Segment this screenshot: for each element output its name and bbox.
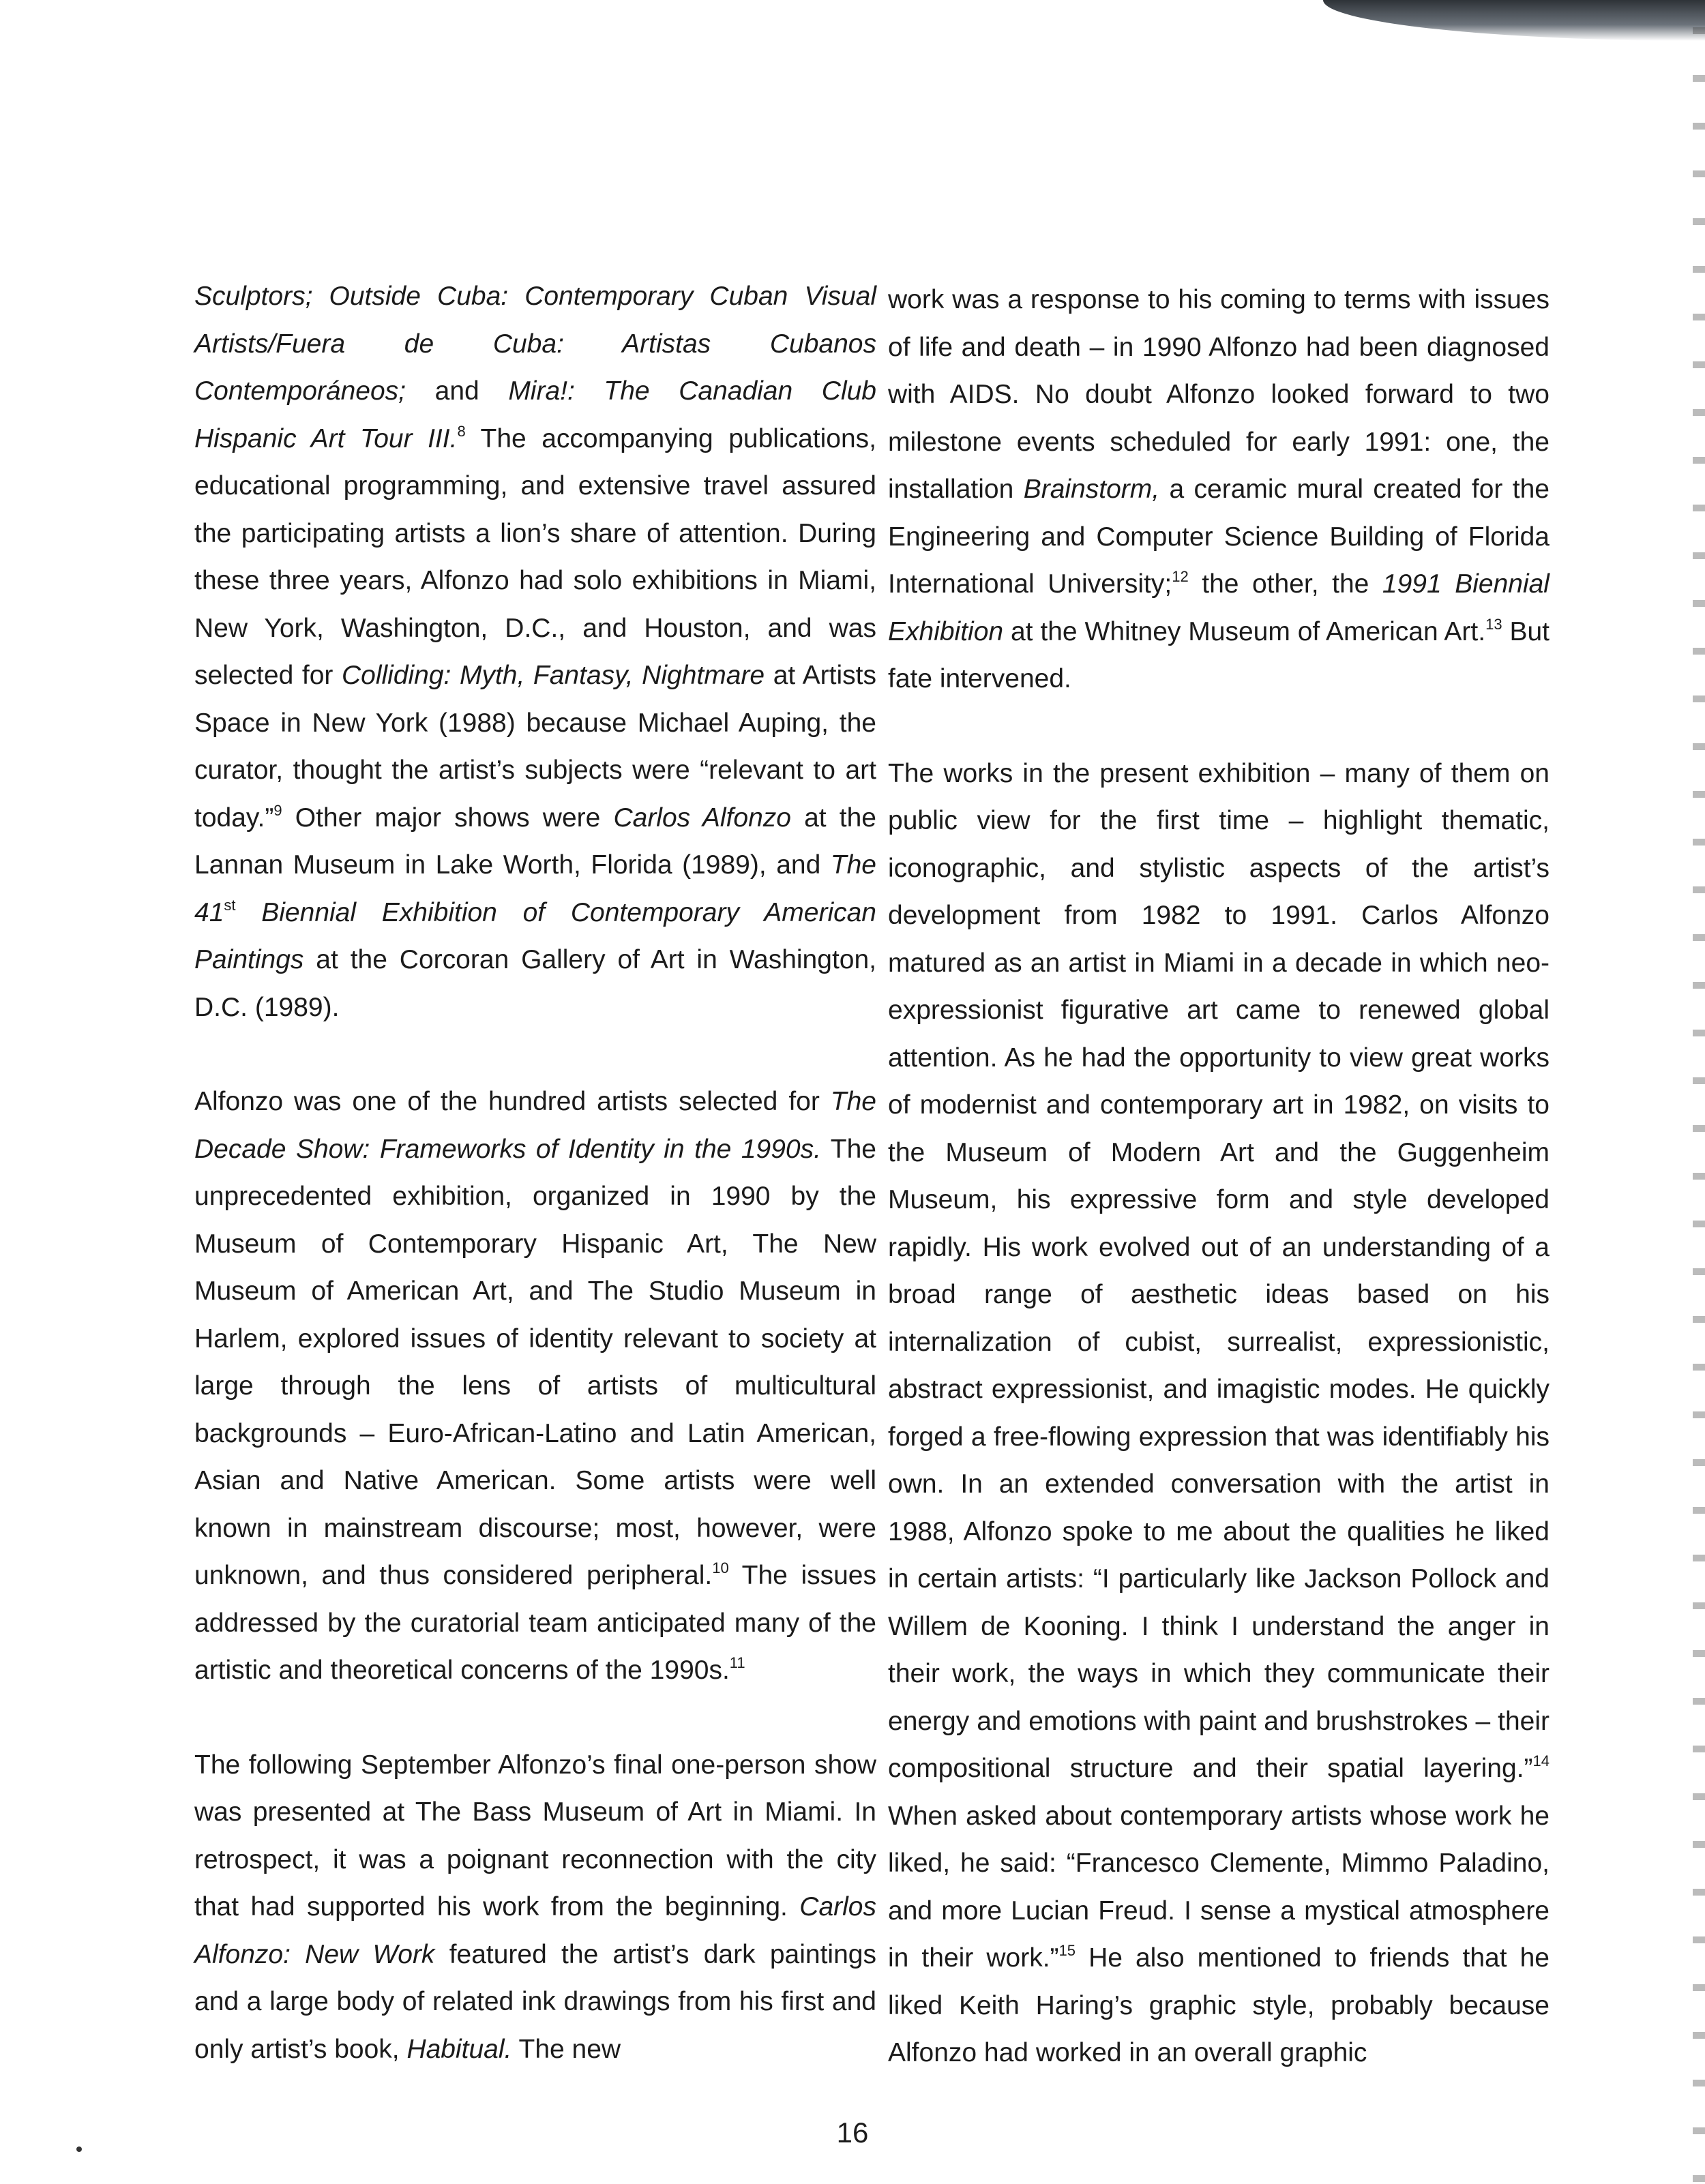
- italic-text: Sculptors; Outside Cuba: Contemporary Cuban Visual Artists/Fuera de Cuba: Artistas Cubanos Contemporáneos;: [194, 282, 876, 406]
- left-column: [194, 273, 876, 2073]
- italic-text: Colliding: Myth, Fantasy, Nightmare: [341, 661, 765, 690]
- body-text: at Artists Space in New York (1988) because Michael Auping, the curator, thought the artist’s subjects were “relevant to art today.”: [194, 661, 876, 833]
- page-number: 16: [836, 2116, 869, 2149]
- italic-text: Habitual.: [406, 2034, 512, 2064]
- left-paragraph-1: [194, 273, 876, 1031]
- italic-text: The 41: [194, 850, 876, 927]
- italic-text: Carlos Alfonzo: New Work: [194, 1892, 876, 1969]
- body-text: at the Lannan Museum in Lake Worth, Florida (1989), and: [194, 803, 876, 880]
- italic-text: Biennial Exhibition of Contemporary American Paintings: [194, 897, 876, 974]
- scan-edge-marks: [1693, 27, 1705, 2182]
- body-text: When asked about contemporary artists whose work he liked, he said: “Francesco Clemente, Mimmo Paladino, and more Lucian Freud. I sense a mystical atmosphere in their work.”: [888, 1801, 1550, 1973]
- right-column: [888, 276, 1550, 2077]
- body-text: The following September Alfonzo’s final one-person show was presented at The Bass Museum of Art in Miami. In retrospect, it was a poignant reconnection with the city that had supported his work from the beginning.: [194, 1750, 876, 1921]
- body-text: a ceramic mural created for the Engineering and Computer Science Building of Florida International University;: [888, 475, 1550, 599]
- italic-text: 1991 Biennial Exhibition: [888, 569, 1550, 646]
- body-text: Alfonzo was one of the hundred artists selected for: [194, 1087, 831, 1116]
- scan-dust-dot: [76, 2146, 82, 2152]
- body-text: The new: [512, 2034, 621, 2064]
- footnote-ref: 15: [1058, 1942, 1076, 1959]
- footnote-ref: 8: [457, 422, 466, 440]
- italic-text: Mira!: The Canadian Club Hispanic Art Tour III.: [194, 376, 876, 453]
- footnote-ref: 14: [1532, 1752, 1550, 1769]
- italic-text: Carlos Alfonzo: [613, 803, 791, 833]
- italic-text: Brainstorm,: [1023, 475, 1160, 504]
- body-text: The issues addressed by the curatorial team anticipated many of the artistic and theoretical concerns of the 1990s.: [194, 1561, 876, 1685]
- body-text: He also mentioned to friends that he liked Keith Haring’s graphic style, probably because Alfonzo had worked in an overall graphic: [888, 1943, 1550, 2067]
- body-text: The unprecedented exhibition, organized in 1990 by the Museum of Contemporary Hispanic Art, The New Museum of American Art, and The Studio Museum in Harlem, explored issues of identity relevant to society at large through the lens of artists of multicultural backgrounds – Euro-African-Latino and Latin American, Asian and Native American. Some artists were well known in mainstream discourse; most, however, were unknown, and thus considered peripheral.: [194, 1134, 876, 1590]
- footnote-ref: 10: [712, 1559, 729, 1576]
- body-text: at the Corcoran Gallery of Art in Washington, D.C. (1989).: [194, 945, 876, 1022]
- body-text: work was a response to his coming to terms with issues of life and death – in 1990 Alfonzo had been diagnosed with AIDS. No doubt Alfonzo looked forward to two milestone events scheduled for early 1991: one, the installation: [888, 285, 1550, 504]
- scan-corner-shadow: [1323, 0, 1705, 41]
- body-text: Other major shows were: [282, 803, 614, 833]
- footnote-ref: 12: [1172, 568, 1189, 585]
- body-text: But fate intervened.: [888, 616, 1550, 693]
- left-paragraph-3: [194, 1741, 876, 2074]
- body-text: the other, the: [1188, 569, 1382, 599]
- body-text: at the Whitney Museum of American Art.: [1003, 616, 1486, 646]
- superscript-text: st: [224, 896, 236, 914]
- footnote-ref: 13: [1485, 615, 1502, 633]
- body-text: featured the artist’s dark paintings and a large body of related ink drawings from his first and only artist’s book,: [194, 1939, 876, 2064]
- left-paragraph-2: [194, 1078, 876, 1694]
- footnote-ref: 11: [729, 1654, 745, 1671]
- italic-text: The Decade Show: Frameworks of Identity in the 1990s.: [194, 1087, 876, 1164]
- right-paragraph-2: [888, 750, 1550, 2077]
- body-text: and: [406, 376, 509, 406]
- footnote-ref: 9: [273, 801, 282, 819]
- body-text: The accompanying publications, educational programming, and extensive travel assured the participating artists a lion’s share of attention. During these three years, Alfonzo had solo exhibitions in Miami, New York, Washington, D.C., and Houston, and was selected for: [194, 423, 876, 690]
- right-paragraph-1: [888, 276, 1550, 703]
- body-text: The works in the present exhibition – many of them on public view for the first time – highlight thematic, iconographic, and stylistic aspects of the artist’s development from 1982 to 1991. Carlos Alfonzo matured as an artist in Miami in a decade in which neo-expressionist figurative art came to renewed global attention. As he had the opportunity to view great works of modernist and contemporary art in 1982, on visits to the Museum of Modern Art and the Guggenheim Museum, his expressive form and style developed rapidly. His work evolved out of an understanding of a broad range of aesthetic ideas based on his internalization of cubist, surrealist, expressionistic, abstract expressionist, and imagistic modes. He quickly forged a free-flowing expression that was identifiably his own. In an extended conversation with the artist in 1988, Alfonzo spoke to me about the qualities he liked in certain artists: “I particularly like Jackson Pollock and Willem de Kooning. I think I understand the anger in their work, the ways in which they communicate their energy and emotions with paint and brushstrokes – their compositional structure and their spatial layering.”: [888, 758, 1550, 1783]
